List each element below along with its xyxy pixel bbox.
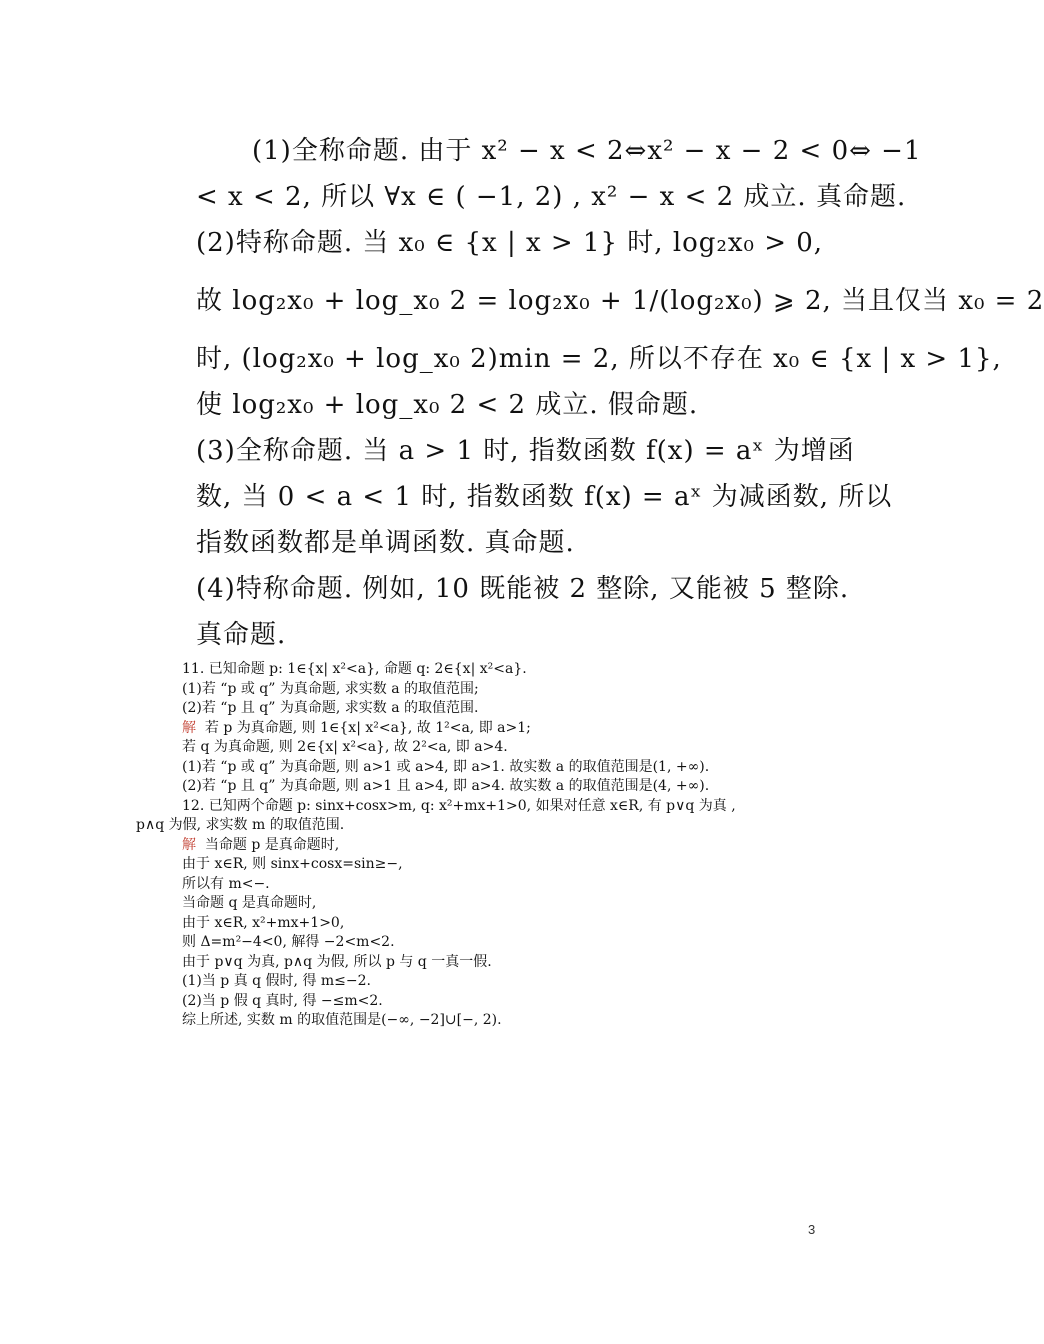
problem-12-statement: 12. 已知两个命题 p: sinx+cosx>m, q: x²+mx+1>0, 如果对任意 x∈R, 有 p∨q 为真 , [182,797,736,814]
solution-line: 解 若 p 为真命题, 则 1∈{x| x²<a}, 故 1²<a, 即 a>1; [182,719,531,736]
large-line: 指数函数都是单调函数. 真命题. [196,528,575,558]
large-line: 数, 当 0 < a < 1 时, 指数函数 f(x) = aˣ 为减函数, 所以 [196,482,893,512]
small-line: 若 q 为真命题, 则 2∈{x| x²<a}, 故 2²<a, 即 a>4. [182,739,508,755]
small-line: 所以有 m<−. [182,875,270,892]
small-line: (2)当 p 假 q 真时, 得 −≤m<2. [182,992,383,1009]
large-line: (1)全称命题. 由于 x² − x < 2⇔x² − x − 2 < 0⇔ −1 [252,136,922,166]
problem-block-small [136,660,836,1031]
small-line: 由于 x∈R, 则 sinx+cosx=sin≥−, [182,856,403,872]
large-line: (3)全称命题. 当 a > 1 时, 指数函数 f(x) = aˣ 为增函 [196,436,855,466]
small-line: 当命题 q 是真命题时, [182,895,317,911]
small-line: (2)若 “p 且 q” 为真命题, 求实数 a 的取值范围. [182,700,479,716]
large-line: < x < 2, 所以 ∀x ∈ ( −1, 2) , x² − x < 2 成立. 真命题. [196,182,907,212]
page-number: 3 [808,1222,816,1237]
solution-line: 解 当命题 p 是真命题时, [182,836,340,853]
small-line: (1)若 “p 或 q” 为真命题, 求实数 a 的取值范围; [182,680,479,697]
solution-block-large [196,128,1044,658]
large-line: 真命题. [196,620,287,650]
small-line: p∧q 为假, 求实数 m 的取值范围. [136,817,345,833]
large-line: 时, (log₂x₀ + log_x₀ 2)min = 2, 所以不存在 x₀ ∈ {x | x > 1}, [196,344,1002,374]
large-line: (2)特称命题. 当 x₀ ∈ {x | x > 1} 时, log₂x₀ > 0, [196,228,824,258]
large-line: 故 log₂x₀ + log_x₀ 2 = log₂x₀ + 1/(log₂x₀) ⩾ 2, 当且仅当 x₀ = 2 [196,286,1044,316]
small-line: 综上所述, 实数 m 的取值范围是(−∞, −2]∪[−, 2). [182,1012,502,1028]
small-line: 则 Δ=m²−4<0, 解得 −2<m<2. [182,934,395,950]
small-line: (1)当 p 真 q 假时, 得 m≤−2. [182,973,371,989]
solution-marker: 解 [182,836,196,853]
large-line: (4)特称命题. 例如, 10 既能被 2 整除, 又能被 5 整除. [196,574,850,604]
small-line: 由于 x∈R, x²+mx+1>0, [182,914,345,931]
small-line: (1)若 “p 或 q” 为真命题, 则 a>1 或 a>4, 即 a>1. 故实数 a 的取值范围是(1, +∞). [182,758,710,775]
large-line: 使 log₂x₀ + log_x₀ 2 < 2 成立. 假命题. [196,390,699,420]
small-line: (2)若 “p 且 q” 为真命题, 则 a>1 且 a>4, 即 a>4. 故实数 a 的取值范围是(4, +∞). [182,778,710,794]
problem-11-statement: 11. 已知命题 p: 1∈{x| x²<a}, 命题 q: 2∈{x| x²<a}. [182,661,527,677]
solution-marker: 解 [182,719,196,736]
small-line: 由于 p∨q 为真, p∧q 为假, 所以 p 与 q 一真一假. [182,953,492,970]
